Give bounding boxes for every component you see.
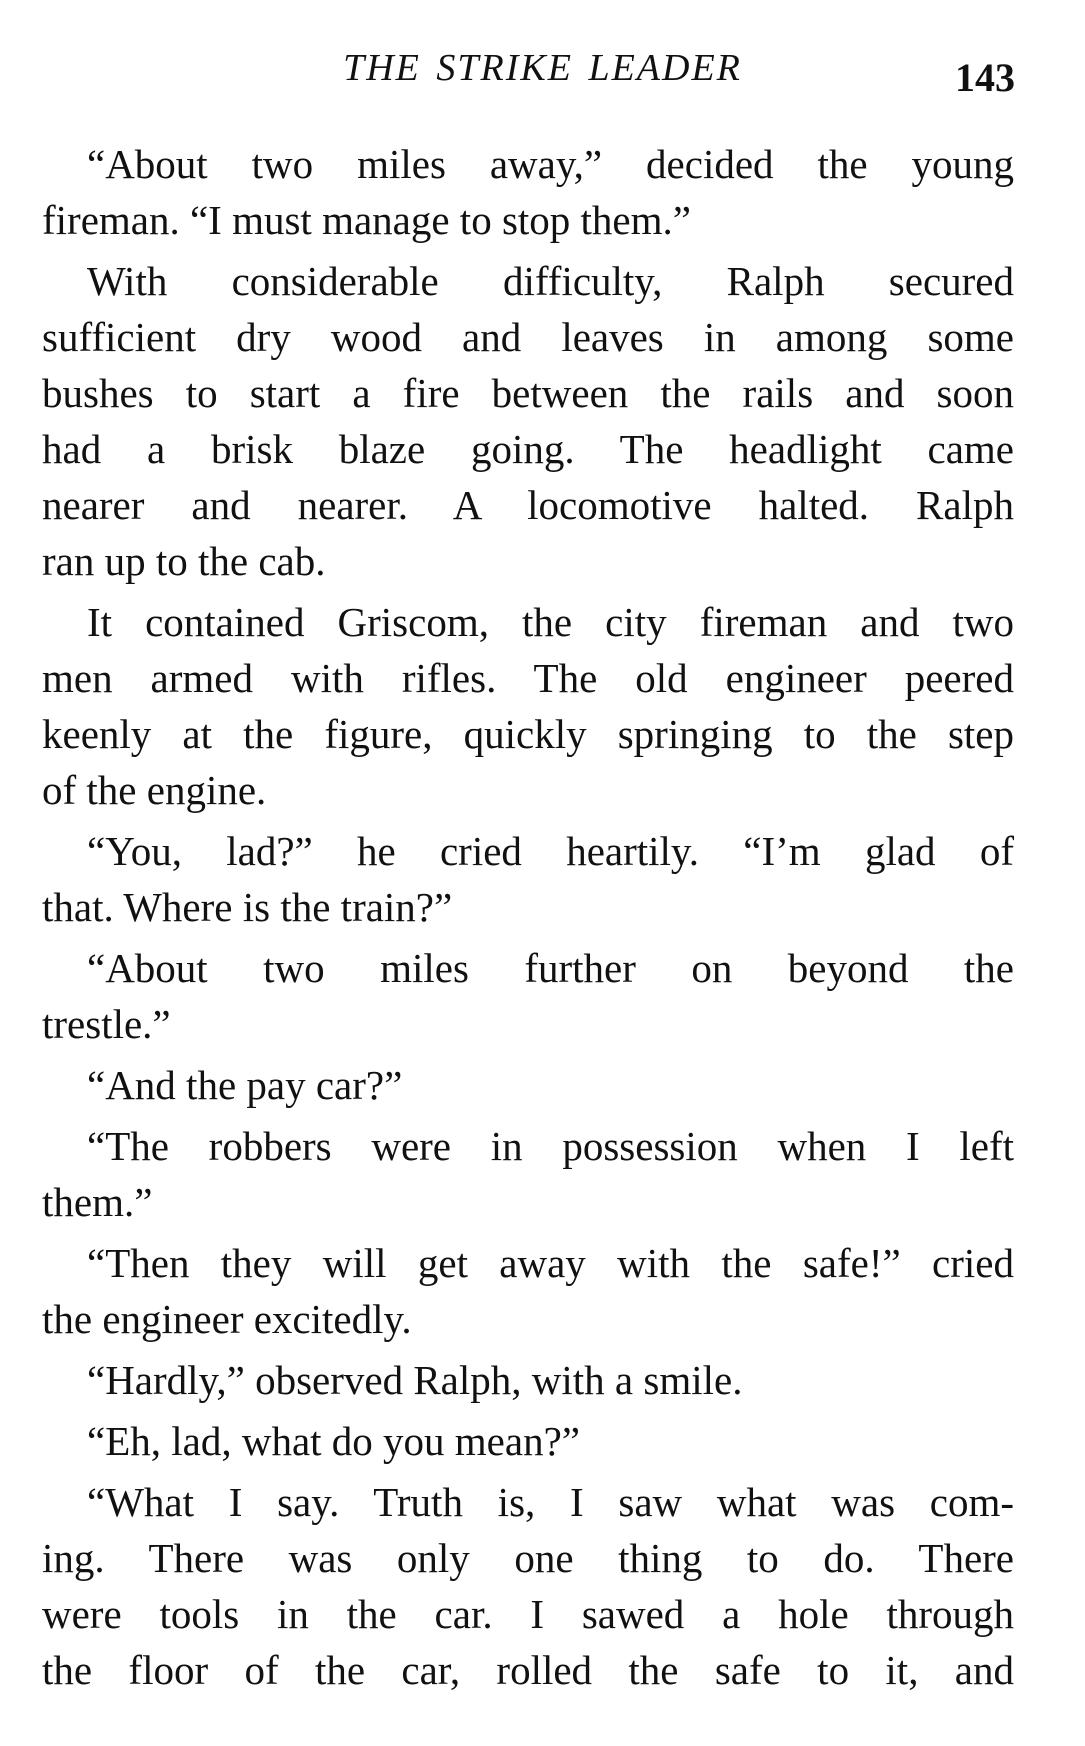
paragraph: [42, 1352, 1014, 1408]
running-title: THE STRIKE LEADER: [343, 47, 742, 89]
text-line: were tools in the car. I sawed a hole through: [42, 1591, 1014, 1637]
text-line: trestle.”: [42, 1001, 171, 1047]
text-line: “And the pay car?”: [87, 1062, 403, 1108]
text-line: of the engine.: [42, 767, 267, 813]
paragraph: [42, 1474, 1014, 1698]
paragraph: [42, 594, 1014, 818]
text-line: the floor of the car, rolled the safe to it, and: [42, 1647, 1014, 1693]
text-line: nearer and nearer. A locomotive halted. Ralph: [42, 482, 1014, 528]
paragraph: [42, 940, 1014, 1052]
text-line: ran up to the cab.: [42, 538, 326, 584]
paragraph: [42, 823, 1014, 935]
text-line: “What I say. Truth is, I saw what was com-: [87, 1479, 1014, 1525]
text-line: that. Where is the train?”: [42, 884, 453, 930]
text-line: fireman. “I must manage to stop them.”: [42, 197, 691, 243]
text-line: had a brisk blaze going. The headlight came: [42, 426, 1014, 472]
text-line: sufficient dry wood and leaves in among some: [42, 314, 1014, 360]
text-line: ing. There was only one thing to do. There: [42, 1535, 1014, 1581]
text-line: It contained Griscom, the city fireman and two: [87, 599, 1014, 645]
paragraph: [42, 1118, 1014, 1230]
paragraph: [42, 1057, 1014, 1113]
text-line: “Eh, lad, what do you mean?”: [87, 1418, 580, 1464]
text-line: “You, lad?” he cried heartily. “I’m glad of: [87, 828, 1014, 874]
text-line: “Hardly,” observed Ralph, with a smile.: [87, 1357, 743, 1403]
text-line: “About two miles away,” decided the young: [87, 141, 1014, 187]
paragraph: [42, 1235, 1014, 1347]
paragraph: [42, 136, 1014, 248]
running-head: [0, 42, 1085, 100]
paragraph: [42, 1413, 1014, 1469]
page-number: 143: [955, 55, 1015, 100]
text-line: keenly at the figure, quickly springing to the step: [42, 711, 1014, 757]
text-line: men armed with rifles. The old engineer peered: [42, 655, 1014, 701]
text-line: the engineer excitedly.: [42, 1296, 412, 1342]
text-line: “Then they will get away with the safe!” cried: [87, 1240, 1014, 1286]
body-text: [42, 136, 1014, 1703]
text-line: With considerable difficulty, Ralph secured: [87, 258, 1014, 304]
text-line: “The robbers were in possession when I left: [87, 1123, 1014, 1169]
text-line: them.”: [42, 1179, 153, 1225]
text-line: “About two miles further on beyond the: [87, 945, 1014, 991]
text-line: bushes to start a fire between the rails and soon: [42, 370, 1014, 416]
paragraph: [42, 253, 1014, 589]
